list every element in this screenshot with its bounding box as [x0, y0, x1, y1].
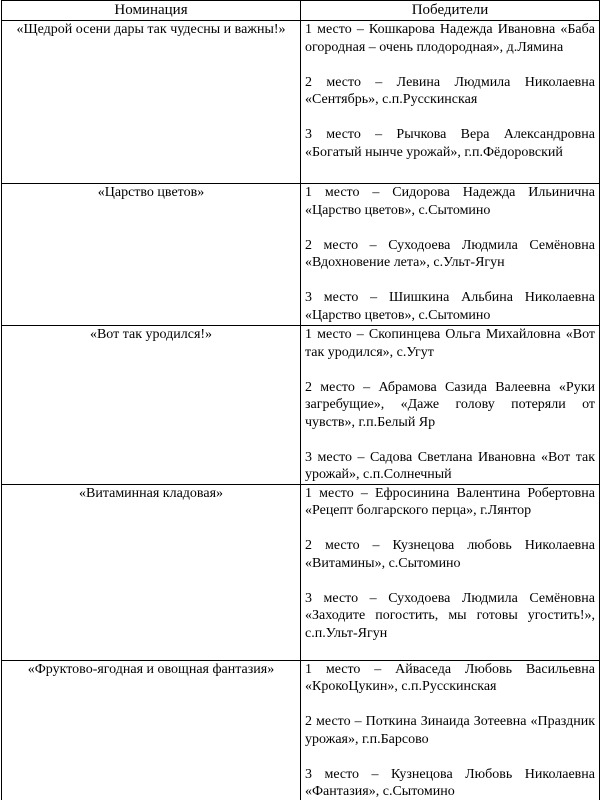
second-place-entry: 2 место – Левина Людмила Николаевна «Сентябрь», с.п.Русскинская: [305, 74, 595, 107]
first-place-entry: 1 место – Айваседа Любовь Васильевна «КрокоЦукин», с.п.Русскинская: [305, 661, 595, 694]
winners-cell: [301, 184, 600, 326]
third-place-entry: 3 место – Рычкова Вера Александровна «Богатый нынче урожай», г.п.Фёдоровский: [305, 127, 595, 160]
table-row: [2, 21, 600, 184]
first-place-entry: 1 место – Кошкарова Надежда Ивановна «Баба огородная – очень плодородная», д.Лямина: [305, 22, 595, 55]
nomination-cell: «Вот так уродился!»: [2, 326, 301, 485]
winners-column-header: Победители: [301, 1, 600, 21]
results-table: [1, 0, 600, 800]
winners-cell: [301, 21, 600, 184]
third-place-entry: 3 место – Шишкина Альбина Николаевна «Царство цветов», с.Сытомино: [305, 290, 595, 323]
winners-cell: [301, 484, 600, 660]
first-place-entry: 1 место – Сидорова Надежда Ильинична «Царство цветов», с.Сытомино: [305, 185, 595, 218]
first-place-entry: 1 место – Ефросинина Валентина Робертовна «Рецепт болгарского перца», г.Лянтор: [305, 485, 595, 518]
table-row: [2, 484, 600, 660]
nomination-cell: «Щедрой осени дары так чудесны и важны!»: [2, 21, 301, 184]
nomination-cell: «Царство цветов»: [2, 184, 301, 326]
winners-cell: [301, 326, 600, 485]
nomination-cell: «Витаминная кладовая»: [2, 484, 301, 660]
second-place-entry: 2 место – Поткина Зинаида Зотеевна «Праздник урожая», г.п.Барсово: [305, 714, 595, 747]
table-row: [2, 660, 600, 800]
header-row: [2, 1, 600, 21]
second-place-entry: 2 место – Абрамова Сазида Валеевна «Руки загребущие», «Даже голову потеряли от чувств», г.п.Белый Яр: [305, 379, 595, 430]
third-place-entry: 3 место – Суходоева Людмила Семёновна «Заходите погостить, мы готовы угостить!», с.п.Ульт-Ягун: [305, 590, 595, 641]
second-place-entry: 2 место – Суходоева Людмила Семёновна «Вдохновение лета», с.Ульт-Ягун: [305, 237, 595, 270]
first-place-entry: 1 место – Скопинцева Ольга Михайловна «Вот так уродился», с.Угут: [305, 327, 595, 360]
third-place-entry: 3 место – Садова Светлана Ивановна «Вот так урожай», с.п.Солнечный: [305, 449, 595, 482]
table-row: [2, 184, 600, 326]
nomination-cell: «Фруктово-ягодная и овощная фантазия»: [2, 660, 301, 800]
winners-cell: [301, 660, 600, 800]
table-row: [2, 326, 600, 485]
second-place-entry: 2 место – Кузнецова любовь Николаевна «Витамины», с.Сытомино: [305, 538, 595, 571]
third-place-entry: 3 место – Кузнецова Любовь Николаевна «Фантазия», с.Сытомино: [305, 766, 595, 799]
nomination-column-header: Номинация: [2, 1, 301, 21]
